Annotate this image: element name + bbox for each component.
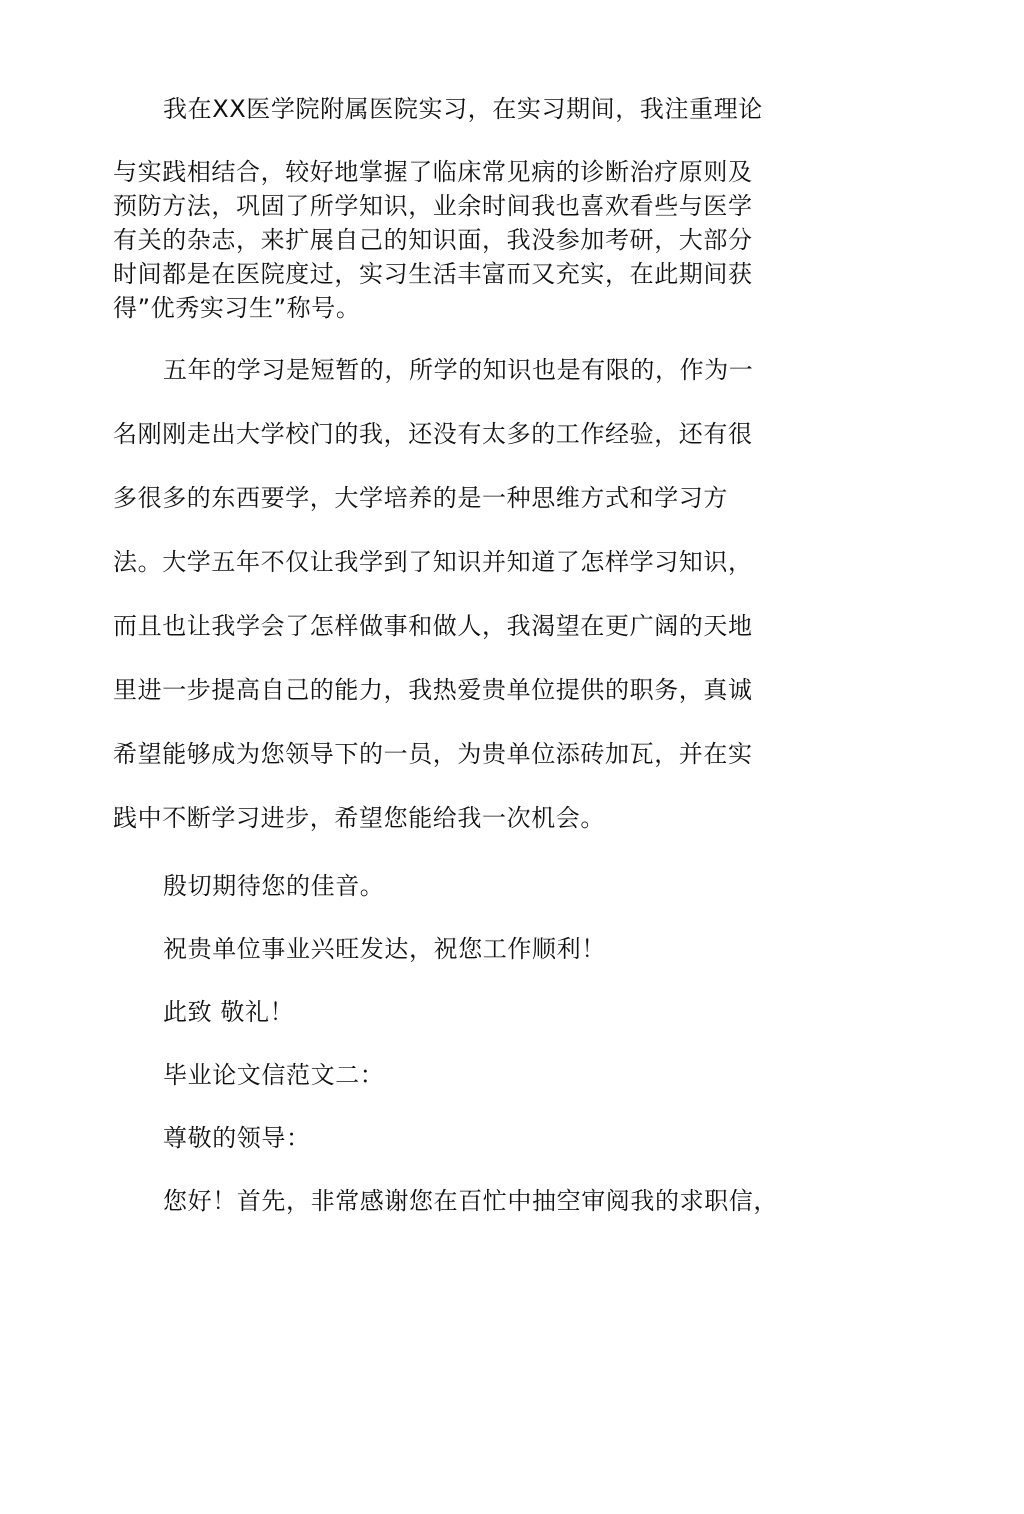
text-line: 殷切期待您的佳音。	[163, 872, 385, 900]
text-line: 希望能够成为您领导下的一员，为贵单位添砖加瓦，并在实	[113, 740, 753, 768]
text-line: 祝贵单位事业兴旺发达，祝您工作顺利！	[163, 935, 606, 963]
text-line: 此致 敬礼！	[163, 998, 295, 1026]
text-line: 五年的学习是短暂的，所学的知识也是有限的，作为一	[163, 356, 754, 384]
text-line: 名刚刚走出大学校门的我，还没有太多的工作经验，还有很	[113, 420, 753, 448]
text-line: 有关的杂志，来扩展自己的知识面，我没参加考研，大部分	[113, 226, 753, 254]
text-line: 时间都是在医院度过，实习生活丰富而又充实，在此期间获	[113, 260, 753, 288]
text-line: 多很多的东西要学，大学培养的是一种思维方式和学习方	[113, 484, 728, 512]
text-line: 践中不断学习进步，希望您能给我一次机会。	[113, 804, 605, 832]
text-line: 法。大学五年不仅让我学到了知识并知道了怎样学习知识，	[113, 548, 753, 576]
text-line: 预防方法，巩固了所学知识，业余时间我也喜欢看些与医学	[113, 192, 753, 220]
text-line: 尊敬的领导：	[163, 1124, 311, 1152]
text-line: 我在XX医学院附属医院实习，在实习期间，我注重理论	[163, 95, 763, 123]
text-line: 与实践相结合，较好地掌握了临床常见病的诊断治疗原则及	[113, 158, 753, 186]
text-line: 毕业论文信范文二：	[163, 1061, 385, 1089]
text-line: 您好！首先，非常感谢您在百忙中抽空审阅我的求职信，	[163, 1187, 778, 1215]
text-line: 里进一步提高自己的能力，我热爱贵单位提供的职务，真诚	[113, 676, 753, 704]
text-line: 得”优秀实习生”称号。	[113, 294, 361, 322]
text-line: 而且也让我学会了怎样做事和做人，我渴望在更广阔的天地	[113, 612, 753, 640]
